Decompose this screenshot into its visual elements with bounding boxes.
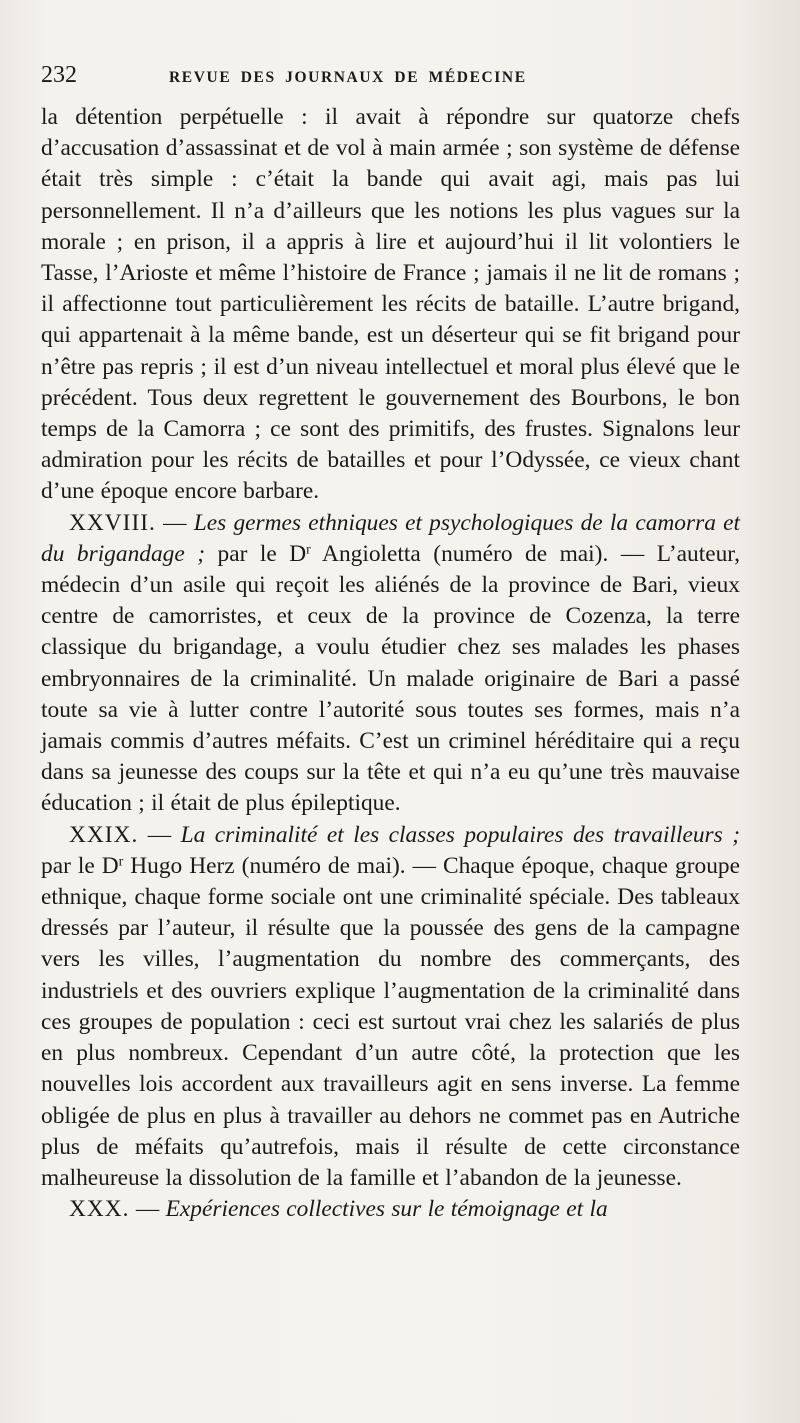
entry-author-superscript: r xyxy=(118,854,124,870)
entry-dash: — xyxy=(155,509,194,536)
entry-body: Angioletta (numéro de mai). — L’auteur, médecin d’un asile qui reçoit les aliénés de la province de Bari, vieux centre de camorristes, et ceux de la province de Cozenza, la terre classique du brigandage, a voulu étudier chez ses malades les phases embryonnaires de la criminalité. Un malade originaire de Bari a passé toute sa vie à lutter contre l’autorité sous toutes ses formes, mais n’a jamais commis d’autres méfaits. C’est un criminel héréditaire qui a reçu dans sa jeunesse des coups sur la tête et qui n’a eu qu’une très mauvaise éducation ; il était de plus épileptique. xyxy=(41,540,740,817)
entry-xxx xyxy=(41,1194,740,1225)
entry-number: XXVIII. xyxy=(69,509,156,536)
entry-number: XXIX. xyxy=(69,821,139,848)
page-number: 232 xyxy=(41,62,77,88)
entry-author-prefix: par le D xyxy=(41,852,119,879)
entry-xxviii xyxy=(41,508,740,820)
running-head: REVUE DES JOURNAUX DE MÉDECINE xyxy=(169,69,527,86)
entry-title: Expériences collectives sur le témoignage et la xyxy=(165,1196,608,1223)
entry-dash: — xyxy=(138,821,181,848)
entry-dash: — xyxy=(129,1196,166,1223)
body-text xyxy=(41,102,740,1225)
entry-title: Les germes ethniques et psychologiques de la camorra et du brigandage ; xyxy=(41,509,740,567)
entry-xxix xyxy=(41,820,740,1194)
page-header xyxy=(41,62,740,102)
entry-body: Hugo Herz (numéro de mai). — Chaque époque, chaque groupe ethnique, chaque forme sociale ont une criminalité spéciale. Des tableaux dressés par l’auteur, il résulte que la poussée des gens de la campagne vers les villes, l’augmentation du nombre des commerçants, des industriels et des ouvriers explique l’augmentation de la criminalité dans ces groupes de population : ceci est surtout vrai chez les salariés de plus en plus nombreux. Cependant d’un autre côté, la protection que les nouvelles lois accordent aux travailleurs agit en sens inverse. La femme obligée de plus en plus à travailler au dehors ne commet pas en Autriche plus de méfaits qu’autrefois, mais il résulte de cette circonstance malheureuse la dissolution de la famille et l’abandon de la jeunesse. xyxy=(41,852,740,1191)
entry-title: La criminalité et les classes populaires des travailleurs ; xyxy=(180,821,740,848)
continuation-paragraph: la détention perpétuelle : il avait à répondre sur quatorze chefs d’accusation d’assassinat et de vol à main armée ; son système de défense était très simple : c’était la bande qui avait agi, mais pas lui personnellement. Il n’a d’ailleurs que les notions les plus vagues sur la morale ; en prison, il a appris à lire et aujourd’hui il lit volontiers le Tasse, l’Arioste et même l’histoire de France ; jamais il ne lit de romans ; il affectionne tout particulièrement les récits de bataille. L’autre brigand, qui appartenait à la même bande, est un déserteur qui se fit brigand pour n’être pas repris ; il est d’un niveau intellectuel et moral plus élevé que le précédent. Tous deux regrettent le gouvernement des Bourbons, le bon temps de la Camorra ; ce sont des primitifs, des frustes. Signalons leur admiration pour les récits de batailles et pour l’Odyssée, ce vieux chant d’une époque encore barbare. xyxy=(41,104,740,505)
entry-author-prefix: par le D xyxy=(205,540,307,567)
entry-author-superscript: r xyxy=(306,542,311,558)
entry-number: XXX. xyxy=(69,1196,130,1223)
